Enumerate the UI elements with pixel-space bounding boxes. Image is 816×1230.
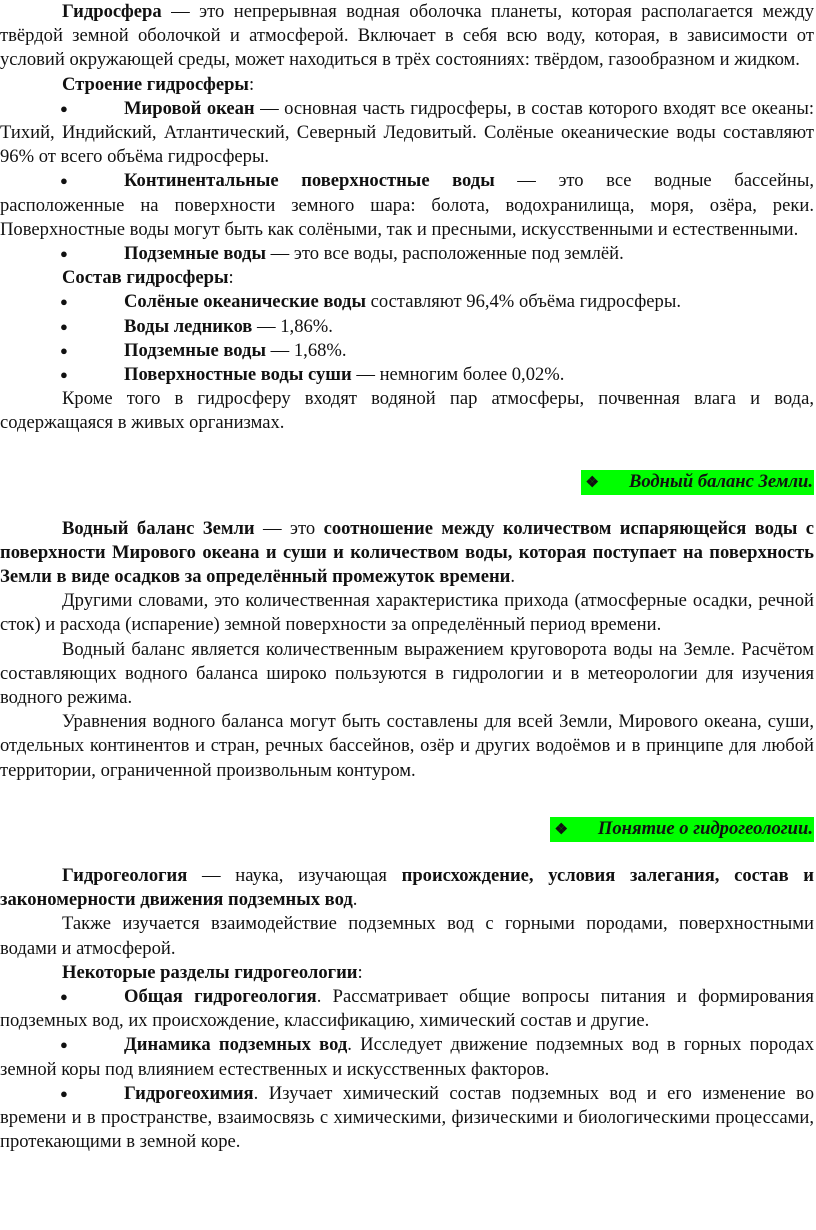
structure-title xyxy=(0,73,814,97)
list-item-text: — основная часть гидросферы, в состав которого входят все океаны: Тихий, Индийский, Атлантический, Северный Ледовитый. Солёные океанические воды составляют 96% от всего объёма гидросферы. xyxy=(0,97,814,168)
spacer xyxy=(0,783,814,801)
bullet-icon: ● xyxy=(60,1085,68,1101)
list-item-term: Гидрогеохимия xyxy=(124,1082,254,1104)
list-item-term: Динамика подземных вод xyxy=(124,1034,348,1056)
list-item-text: — немногим более 0,02%. xyxy=(351,364,565,386)
list-item-term: Общая гидрогеология xyxy=(124,985,317,1007)
list-item xyxy=(0,315,814,339)
section-heading xyxy=(0,470,814,495)
list-item-text: составляют 96,4% объёма гидросферы. xyxy=(365,291,681,313)
list-item-text: — это все воды, расположенные под землёй. xyxy=(265,243,624,265)
list-item xyxy=(0,1033,814,1081)
list-item xyxy=(0,169,814,242)
hydrogeology-definition xyxy=(0,864,814,912)
definition-connector: — это xyxy=(254,517,324,539)
definition-bold: соотношение между количеством испаряющейся воды с поверхности Мирового океана и суши и количеством воды, которая поступает на поверхность Земли в виде осадков за определённый промежуток времени xyxy=(0,517,815,588)
list-item-term: Мировой океан xyxy=(124,97,255,119)
list-item xyxy=(0,985,814,1033)
definition-connector: — наука, изучающая xyxy=(187,864,402,886)
bullet-icon: ● xyxy=(60,342,68,358)
period: . xyxy=(352,889,358,911)
list-item-term: Воды ледников xyxy=(124,315,253,337)
sections-title-text: Некоторые разделы гидрогеологии xyxy=(62,961,358,983)
section-heading-highlight xyxy=(550,817,814,842)
colon: : xyxy=(248,73,255,95)
bullet-icon: ● xyxy=(60,294,68,310)
list-item-text: — 1,68%. xyxy=(265,339,347,361)
list-item-term: Континентальные поверхностные воды xyxy=(124,170,495,192)
section-heading-highlight xyxy=(581,470,814,495)
bullet-icon: ● xyxy=(60,246,68,262)
paragraph: Уравнения водного баланса могут быть составлены для всей Земли, Мирового океана, суши, отдельных континентов и стран, речных бассейнов, озёр и других водоёмов и в принципе для любой территории, ограниченной произвольным контуром. xyxy=(0,711,814,781)
structure-title-text: Строение гидросферы xyxy=(62,73,249,95)
list-item-text: . Исследует движение подземных вод в горных породах земной коры под влиянием естественных и искусственных факторов. xyxy=(0,1034,814,1080)
paragraph: Другими словами, это количественная характеристика прихода (атмосферные осадки, речной сток) и расхода (испарение) земной поверхности за определённый период времени. xyxy=(0,590,814,636)
list-item xyxy=(0,290,814,314)
list-item-text: . Изучает химический состав подземных вод и его изменение во времени и в пространстве, взаимосвязь с химическими, физическими и биологическими процессами, протекающими в земной коре. xyxy=(0,1082,814,1153)
definition-bold: происхождение, условия залегания, состав и закономерности движения подземных вод xyxy=(0,864,814,911)
list-item xyxy=(0,242,814,266)
list-item-term: Подземные воды xyxy=(124,339,266,361)
diamond-bullet-icon: ❖ xyxy=(585,474,599,491)
colon: : xyxy=(228,267,234,289)
list-item-text: — это все водные бассейны, расположенные на поверхности земного шара: болота, водохранилища, моря, озёра, реки. Поверхностные воды могут быть как солёными, так и пресными, искусственными и естественными. xyxy=(0,170,814,240)
section-heading-text: Понятие о гидрогеологии. xyxy=(597,817,813,839)
definition-text: — это непрерывная водная оболочка планеты, которая располагается между твёрдой земной оболочкой и атмосферой. Включает в себя всю воду, которая, в зависимости от условий окружающей среды, может находиться в трёх состояниях: твёрдом, газообразном и жидком. xyxy=(0,1,814,71)
list-item-text: — 1,86%. xyxy=(252,315,333,337)
water-balance-definition xyxy=(0,517,814,590)
section-heading xyxy=(0,817,814,842)
spacer xyxy=(0,436,814,454)
term-water-balance: Водный баланс Земли xyxy=(62,517,255,539)
hydrosphere-definition xyxy=(0,0,814,73)
list-item-text: . Рассматривает общие вопросы питания и формирования подземных вод, их происхождение, классификацию, химический состав и другие. xyxy=(0,985,814,1032)
period: . xyxy=(510,566,516,588)
bullet-icon: ● xyxy=(60,318,68,334)
list-item xyxy=(0,363,814,387)
term-hydrogeology: Гидрогеология xyxy=(62,864,188,886)
composition-title xyxy=(0,266,814,290)
paragraph: Водный баланс является количественным выражением круговорота воды на Земле. Расчётом составляющих водного баланса широко пользуются в гидрологии и в метеорологии для изучения водного режима. xyxy=(0,638,814,709)
colon: : xyxy=(357,961,363,983)
bullet-icon: ● xyxy=(60,988,68,1004)
composition-title-text: Состав гидросферы xyxy=(62,267,229,289)
list-item xyxy=(0,339,814,363)
list-item-term: Подземные воды xyxy=(124,243,266,265)
bullet-icon: ● xyxy=(60,173,68,189)
closing-paragraph: Кроме того в гидросферу входят водяной пар атмосферы, почвенная влага и вода, содержащаяся в живых организмах. xyxy=(0,388,814,434)
list-item xyxy=(0,97,814,170)
bullet-icon: ● xyxy=(60,1037,68,1053)
sections-title xyxy=(0,961,814,985)
list-item xyxy=(0,1082,814,1155)
paragraph: Также изучается взаимодействие подземных вод с горными породами, поверхностными водами и атмосферой. xyxy=(0,913,814,959)
list-item-term: Поверхностные воды суши xyxy=(124,364,352,386)
term-hydrosphere: Гидросфера xyxy=(62,1,162,22)
bullet-icon: ● xyxy=(60,367,68,383)
list-item-term: Солёные океанические воды xyxy=(124,291,366,313)
diamond-bullet-icon: ❖ xyxy=(554,821,568,838)
bullet-icon: ● xyxy=(60,100,68,116)
section-heading-text: Водный баланс Земли. xyxy=(628,470,813,492)
